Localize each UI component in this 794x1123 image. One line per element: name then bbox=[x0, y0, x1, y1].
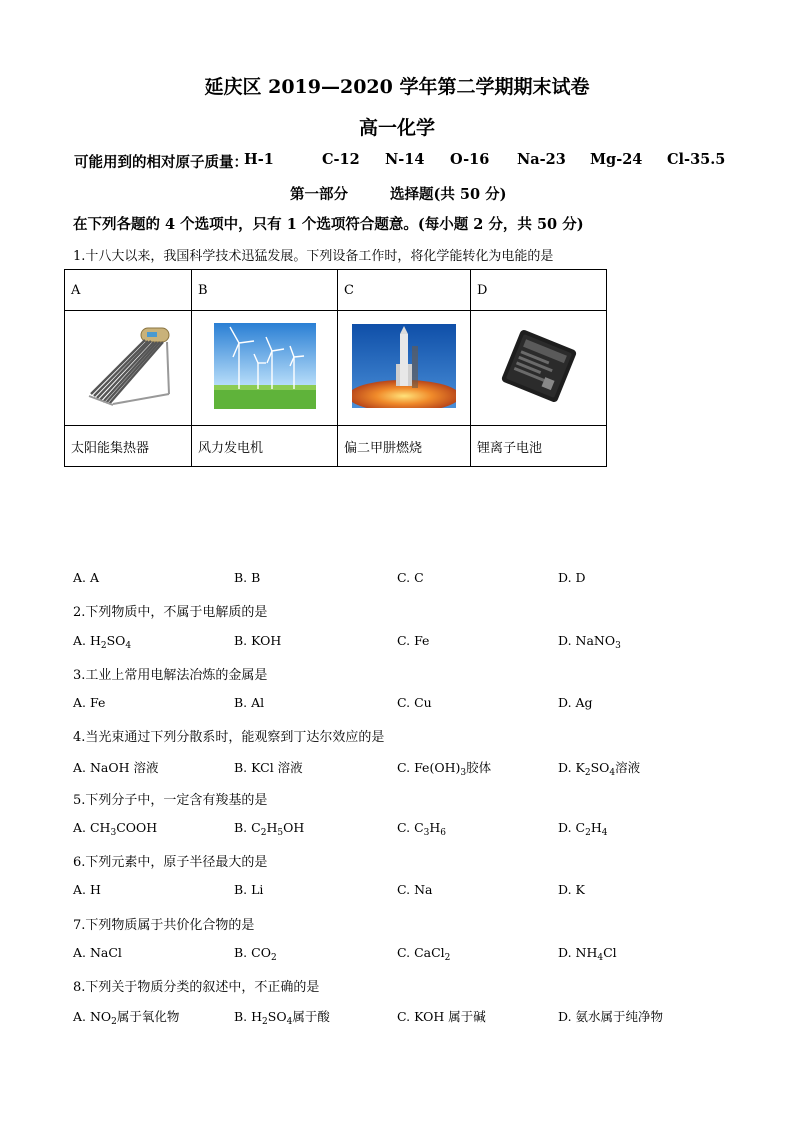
question-4-option-d[interactable]: D. $K_2SO_4$溶液 bbox=[558, 760, 641, 778]
table-header-b: B bbox=[192, 270, 338, 311]
question-7-option-b[interactable]: B. $CO_2$ bbox=[234, 945, 277, 963]
solar-heater-icon bbox=[83, 324, 173, 408]
atomic-mass-o: O-16 bbox=[450, 151, 490, 168]
question-1-option-a[interactable]: A. A bbox=[73, 570, 100, 585]
question-4-stem: 4.当光束通过下列分散系时，能观察到丁达尔效应的是 bbox=[73, 730, 385, 745]
atomic-mass-na: Na-23 bbox=[517, 151, 566, 168]
question-2-option-b[interactable]: B. KOH bbox=[234, 633, 282, 648]
wind-turbine-image-cell bbox=[192, 311, 338, 426]
question-7-option-a[interactable]: A. NaCl bbox=[73, 945, 122, 960]
caption-wind-turbine: 风力发电机 bbox=[192, 426, 338, 467]
question-7-stem: 7.下列物质属于共价化合物的是 bbox=[73, 918, 255, 933]
question-2-option-d[interactable]: D. NaNO$_3$ bbox=[558, 633, 621, 651]
question-5-stem: 5.下列分子中，一定含有羧基的是 bbox=[73, 793, 268, 808]
question-3-stem: 3.工业上常用电解法冶炼的金属是 bbox=[73, 668, 268, 683]
atomic-mass-cl: Cl-35.5 bbox=[667, 151, 726, 168]
question-1-option-b[interactable]: B. B bbox=[234, 570, 261, 585]
question-1-table bbox=[64, 269, 607, 467]
question-7-option-c[interactable]: C. CaCl$_2$ bbox=[397, 945, 451, 963]
question-8-stem: 8.下列关于物质分类的叙述中，不正确的是 bbox=[73, 980, 320, 995]
question-3-option-c[interactable]: C. Cu bbox=[397, 695, 432, 710]
rocket-launch-image-cell bbox=[338, 311, 471, 426]
question-8-option-c[interactable]: C. KOH 属于碱 bbox=[397, 1009, 486, 1024]
table-header-c: C bbox=[338, 270, 471, 311]
atomic-mass-label: 可能用到的相对原子质量： bbox=[74, 154, 248, 171]
question-8-option-a[interactable]: A. $NO_2$属于氧化物 bbox=[73, 1009, 180, 1027]
atomic-mass-mg: Mg-24 bbox=[590, 151, 643, 168]
table-header-d: D bbox=[471, 270, 607, 311]
question-5-option-a[interactable]: A. $CH_3COOH$ bbox=[73, 820, 158, 838]
question-6-option-b[interactable]: B. Li bbox=[234, 882, 264, 897]
subject-title: 高一化学 bbox=[358, 117, 435, 139]
lithium-battery-image-cell bbox=[471, 311, 607, 426]
question-2-option-c[interactable]: C. Fe bbox=[397, 633, 430, 648]
question-1-stem: 1.十八大以来，我国科学技术迅猛发展。下列设备工作时，将化学能转化为电能的是 bbox=[73, 249, 554, 264]
question-4-option-b[interactable]: B. KCl 溶液 bbox=[234, 760, 303, 775]
battery-icon bbox=[487, 324, 591, 408]
question-7-option-d[interactable]: D. $NH_4Cl$ bbox=[558, 945, 617, 963]
question-5-option-c[interactable]: C. $C_3H_6$ bbox=[397, 820, 447, 838]
question-5-option-b[interactable]: B. $C_2H_5OH$ bbox=[234, 820, 305, 838]
rocket-launch-icon bbox=[352, 324, 456, 408]
solar-heater-image-cell bbox=[65, 311, 192, 426]
wind-turbine-icon bbox=[214, 323, 316, 409]
question-6-option-c[interactable]: C. Na bbox=[397, 882, 433, 897]
caption-fuel-combustion: 偏二甲肼燃烧 bbox=[338, 426, 471, 467]
question-4-option-c[interactable]: C. $Fe(OH)_3$胶体 bbox=[397, 760, 492, 778]
exam-title: 延庆区 2019—2020 学年第二学期期末试卷 bbox=[204, 76, 590, 98]
question-1-option-d[interactable]: D. D bbox=[558, 570, 586, 585]
atomic-mass-h: H-1 bbox=[244, 151, 274, 168]
question-2-stem: 2.下列物质中，不属于电解质的是 bbox=[73, 605, 268, 620]
question-6-option-a[interactable]: A. H bbox=[73, 882, 101, 897]
question-3-option-d[interactable]: D. Ag bbox=[558, 695, 593, 710]
instructions: 在下列各题的 4 个选项中，只有 1 个选项符合题意。(每小题 2 分，共 50 分) bbox=[73, 216, 584, 233]
atomic-mass-c: C-12 bbox=[322, 151, 360, 168]
question-6-stem: 6.下列元素中，原子半径最大的是 bbox=[73, 855, 268, 870]
question-4-option-a[interactable]: A. NaOH 溶液 bbox=[73, 760, 159, 775]
question-8-option-d[interactable]: D. 氨水属于纯净物 bbox=[558, 1009, 664, 1024]
caption-solar-heater: 太阳能集热器 bbox=[65, 426, 192, 467]
caption-lithium-battery: 锂离子电池 bbox=[471, 426, 607, 467]
part-title: 第一部分 bbox=[290, 186, 348, 203]
question-2-option-a[interactable]: A. $H_2SO_4$ bbox=[73, 633, 132, 651]
question-3-option-b[interactable]: B. Al bbox=[234, 695, 265, 710]
question-8-option-b[interactable]: B. $H_2SO_4$属于酸 bbox=[234, 1009, 330, 1027]
atomic-mass-n: N-14 bbox=[385, 151, 425, 168]
question-3-option-a[interactable]: A. Fe bbox=[73, 695, 106, 710]
question-1-option-c[interactable]: C. C bbox=[397, 570, 424, 585]
part-subtitle: 选择题(共 50 分) bbox=[390, 186, 507, 203]
table-header-a: A bbox=[65, 270, 192, 311]
question-6-option-d[interactable]: D. K bbox=[558, 882, 585, 897]
question-5-option-d[interactable]: D. $C_2H_4$ bbox=[558, 820, 608, 838]
